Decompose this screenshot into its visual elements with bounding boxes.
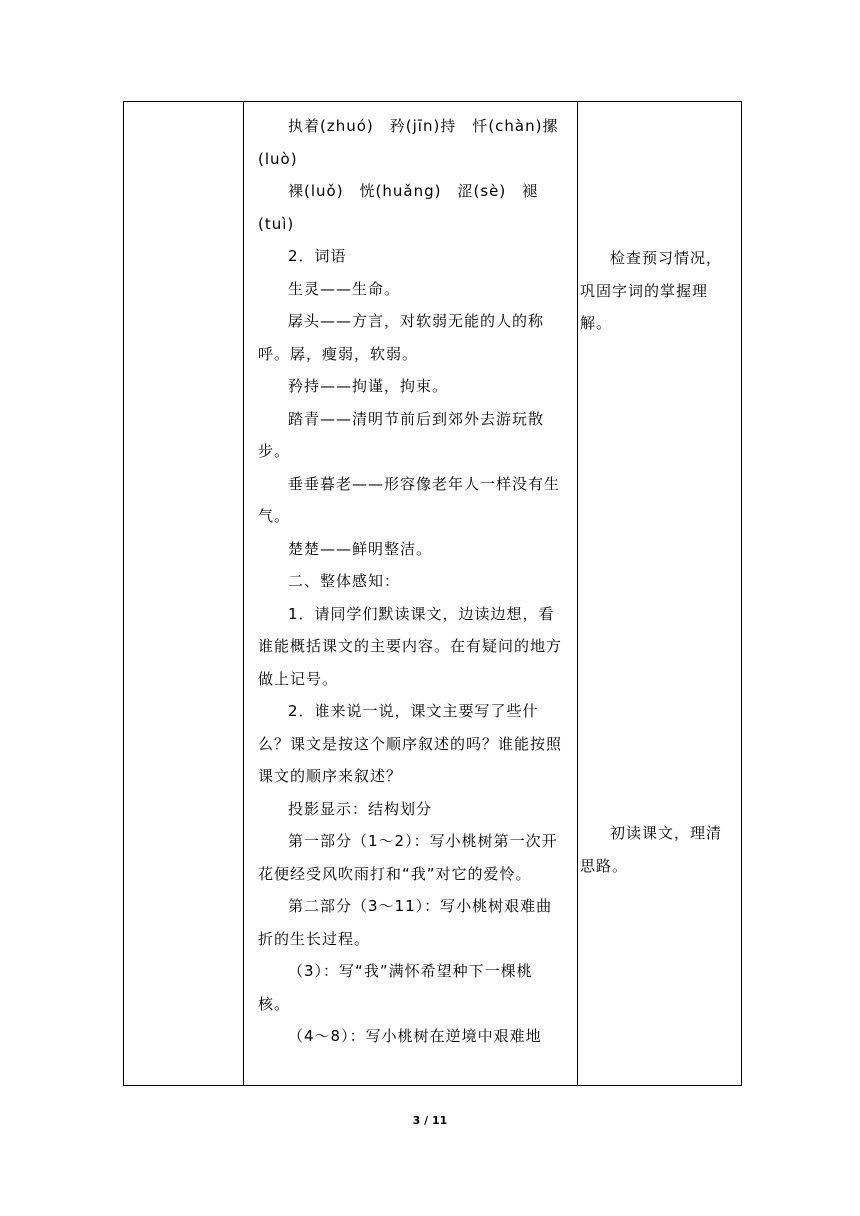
vocabulary-item: 踏青——清明节前后到郊外去游玩散步。: [258, 409, 545, 460]
vocabulary-item: 孱头——方言，对软弱无能的人的称呼。孱，瘦弱，软弱。: [258, 312, 545, 363]
structure-item: 第一部分（1～2）：写小桃树第一次开花便经受风吹雨打和“我”对它的爱怜。: [258, 832, 558, 883]
vocabulary-item: 楚楚——鲜明整洁。: [288, 539, 433, 558]
lesson-content: [244, 102, 577, 1053]
side-note-first-reading: 初读课文，理清思路。: [580, 824, 723, 875]
structure-item: 第二部分（3～11）：写小桃树艰难曲折的生长过程。: [258, 897, 553, 948]
task-item: 2．谁来说一说，课文主要写了些什么？课文是按这个顺序叙述的吗？谁能按照课文的顺序来叙述？: [258, 702, 563, 785]
vocabulary-item: 生灵——生命。: [288, 279, 401, 298]
vocabulary-heading: 2．词语: [288, 247, 347, 265]
section-heading: 二、整体感知：: [288, 572, 401, 590]
structure-heading: 投影显示：结构划分: [288, 799, 433, 818]
vocabulary-item: 垂垂暮老——形容像老年人一样没有生气。: [258, 474, 561, 525]
structure-subitem: （3）：写“我”满怀希望种下一棵桃核。: [258, 962, 533, 1013]
content-column-cell: [244, 102, 578, 1086]
left-column-cell: [124, 102, 244, 1086]
vocabulary-item: 矜持——拘谨，拘束。: [288, 377, 449, 395]
structure-subitem: （4～8）：写小桃树在逆境中艰难地: [288, 1027, 542, 1045]
pinyin-line-2: 裸(luǒ) 恍(huǎng) 涩(sè) 褪(tuì): [258, 182, 539, 233]
side-note-preview-check: 检查预习情况，巩固字词的掌握理解。: [580, 249, 723, 332]
pinyin-line-1: 执着(zhuó) 矜(jīn)持 忏(chàn)摞(luò): [258, 117, 559, 168]
page-number: 3 / 11: [412, 1114, 448, 1127]
task-item: 1．请同学们默读课文，边读边想，看谁能概括课文的主要内容。在有疑问的地方做上记号。: [258, 604, 563, 688]
